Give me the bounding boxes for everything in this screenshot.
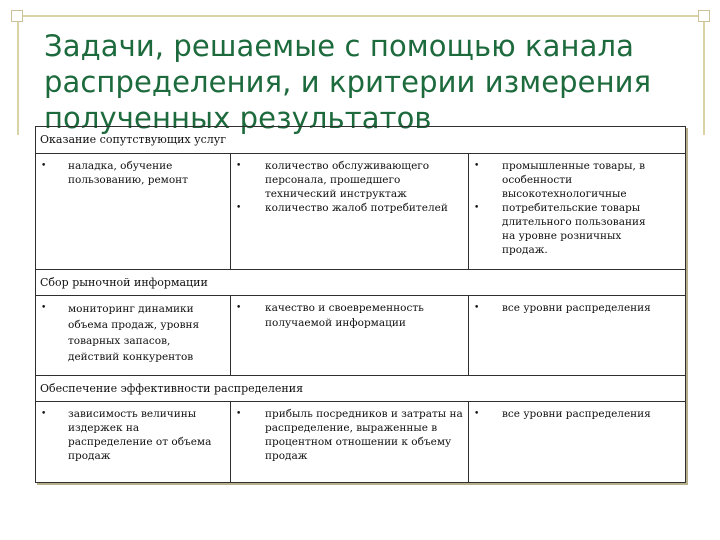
slide-frame-left bbox=[17, 15, 19, 135]
bullet-icon: • bbox=[236, 203, 242, 213]
frame-corner-right bbox=[698, 10, 710, 22]
table-row bbox=[36, 154, 685, 270]
list-item: прибыль посредников и затраты на распределение, выраженные в процентном отношении к объему продаж bbox=[265, 408, 463, 462]
list-item: промышленные товары, в особенности высокотехнологичные bbox=[502, 160, 646, 200]
list-item: количество жалоб потребителей bbox=[265, 202, 448, 214]
bullet-icon: • bbox=[41, 303, 47, 313]
bullet-icon: • bbox=[41, 409, 47, 419]
bullet-icon: • bbox=[474, 303, 480, 313]
list-item: все уровни распределения bbox=[502, 408, 651, 420]
bullet-icon: • bbox=[474, 409, 480, 419]
bullet-icon: • bbox=[236, 409, 242, 419]
section-header: Оказание сопутствующих услуг bbox=[36, 127, 685, 154]
table-cell-criteria bbox=[230, 154, 468, 269]
section-header: Сбор рыночной информации bbox=[36, 270, 685, 296]
table-cell-criteria bbox=[230, 402, 468, 482]
table-cell-scope bbox=[468, 154, 685, 269]
tasks-table bbox=[35, 126, 686, 483]
list-item: потребительские товары длительного пользования на уровне розничных продаж. bbox=[502, 202, 646, 256]
list-item: наладка, обучение пользованию, ремонт bbox=[68, 160, 188, 186]
bullet-icon: • bbox=[236, 161, 242, 171]
table-row bbox=[36, 296, 685, 376]
slide-frame-right bbox=[703, 15, 705, 135]
table-row bbox=[36, 402, 685, 482]
table-cell-scope bbox=[468, 402, 685, 482]
table-cell-scope bbox=[468, 296, 685, 375]
bullet-icon: • bbox=[474, 161, 480, 171]
table-cell-task bbox=[36, 296, 230, 375]
list-item: все уровни распределения bbox=[502, 302, 651, 314]
frame-corner-left bbox=[11, 10, 23, 22]
bullet-icon: • bbox=[474, 203, 480, 213]
bullet-icon: • bbox=[236, 303, 242, 313]
table-cell-task bbox=[36, 154, 230, 269]
list-item: зависимость величины издержек на распределение от объема продаж bbox=[68, 408, 212, 462]
list-item: мониторинг динамики объема продаж, уровня товарных запасов, действий конкурентов bbox=[68, 303, 200, 363]
list-item: количество обслуживающего персонала, прошедшего технический инструктаж bbox=[265, 160, 430, 200]
table-cell-task bbox=[36, 402, 230, 482]
list-item: качество и своевременность получаемой информации bbox=[265, 302, 424, 329]
table-shadow-bottom bbox=[37, 483, 688, 485]
bullet-icon: • bbox=[41, 161, 47, 171]
section-header: Обеспечение эффективности распределения bbox=[36, 376, 685, 402]
slide-frame-top bbox=[17, 15, 705, 17]
table-shadow-right bbox=[686, 128, 688, 485]
slide-title: Задачи, решаемые с помощью канала распределения, и критерии измерения полученных результатов bbox=[44, 29, 652, 135]
table-cell-criteria bbox=[230, 296, 468, 375]
